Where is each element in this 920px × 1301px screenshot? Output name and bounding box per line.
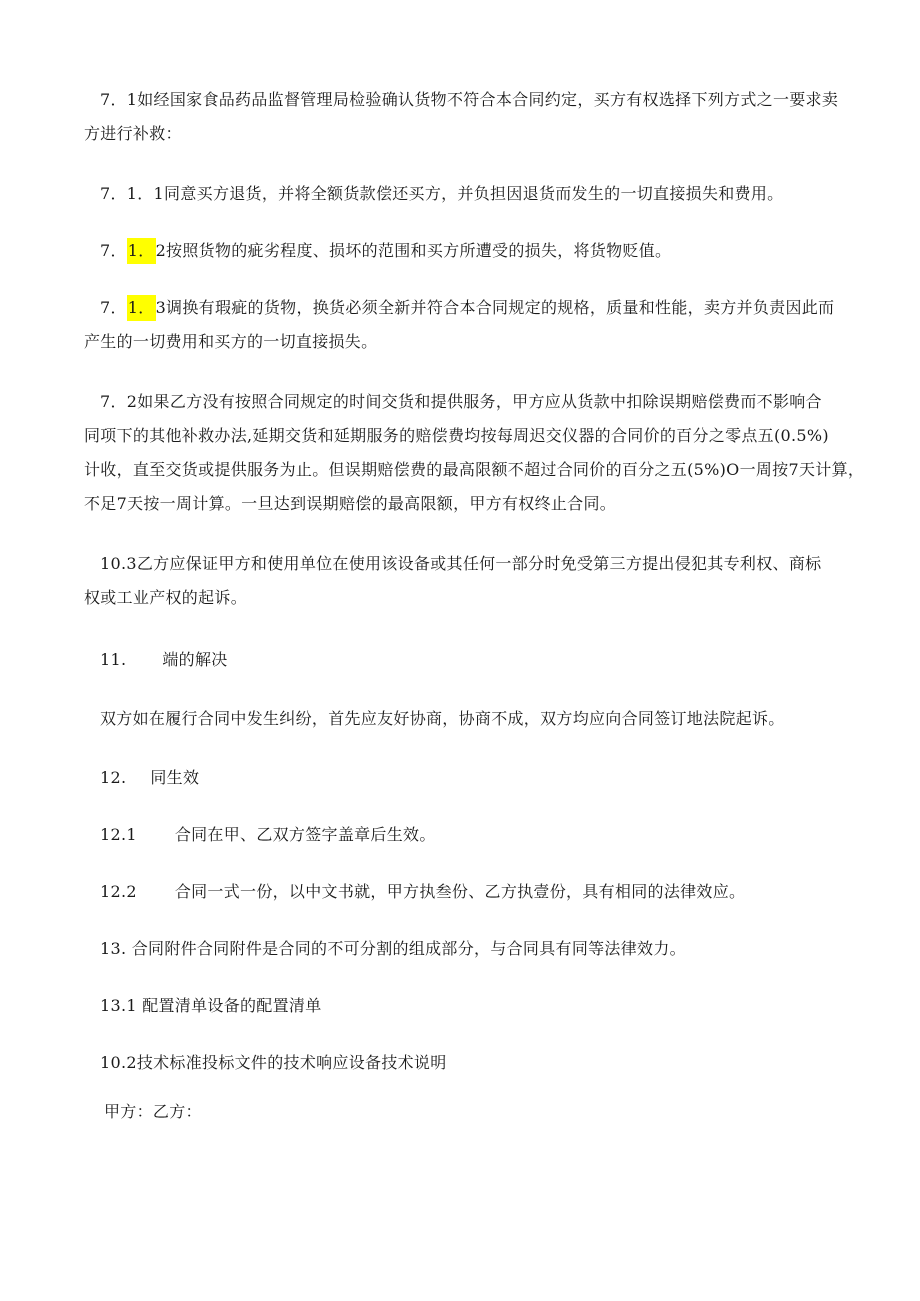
clause-7-1-2-text: 2按照货物的疵劣程度、损坏的范围和买方所遭受的损失，将货物贬值。 xyxy=(155,241,672,260)
dispute-paragraph: 双方如在履行合同中发生纠纷，首先应友好协商，协商不成，双方均应向合同签订地法院起诉。 xyxy=(100,709,785,728)
signature-line: 甲方：乙方： xyxy=(104,1102,202,1121)
clause-10-3-line-2: 权或工业产权的起诉。 xyxy=(84,588,248,607)
clause-13-1: 13.1 配置清单设备的配置清单 xyxy=(100,996,322,1015)
clause-13: 13. 合同附件合同附件是合同的不可分割的组成部分，与合同具有同等法律效力。 xyxy=(100,939,686,958)
heading-11 xyxy=(100,643,860,677)
clause-12-1-text: 合同在甲、乙双方签字盖章后生效。 xyxy=(174,825,436,844)
clause-10-3-line-1: 10.3乙方应保证甲方和使用单位在使用该设备或其任何一部分时免受第三方提出侵犯其专利权、商标 xyxy=(100,554,822,573)
clause-7-1-2 xyxy=(100,234,860,268)
clause-10-3 xyxy=(84,547,860,615)
clause-12-2-number: 12.2 xyxy=(100,882,137,901)
clause-7-1-1 xyxy=(100,177,860,211)
heading-11-number: 11. xyxy=(100,650,127,669)
clause-7-1-1-number: 7．1．1 xyxy=(100,184,165,203)
clause-10-2: 10.2技术标准投标文件的技术响应设备技术说明 xyxy=(100,1053,447,1072)
heading-11-text: 端的解决 xyxy=(162,650,228,669)
clause-7-1-1-text: 同意买方退货，并将全额货款偿还买方，并负担因退货而发生的一切直接损失和费用。 xyxy=(164,184,784,203)
clause-7-1-3-prefix: 7． xyxy=(100,298,127,317)
clause-12-2-text: 合同一式一份，以中文书就，甲方执叁份、乙方执壹份，具有相同的法律效应。 xyxy=(174,882,746,901)
heading-12 xyxy=(100,761,860,795)
clause-12-2 xyxy=(100,875,860,909)
clause-7-2 xyxy=(84,385,865,521)
heading-12-number: 12. xyxy=(100,768,127,787)
clause-7-1-3-highlight: 1． xyxy=(127,295,156,321)
clause-7-1-2-prefix: 7． xyxy=(100,241,127,260)
clause-7-2-line-4: 不足7天按一周计算。一旦达到误期赔偿的最高限额，甲方有权终止合同。 xyxy=(84,494,617,513)
clause-7-1-3-line-2: 产生的一切费用和买方的一切直接损失。 xyxy=(84,332,378,351)
clause-7-1-2-highlight: 1． xyxy=(127,238,156,264)
clause-7-2-line-3: 计收，直至交货或提供服务为止。但误期赔偿费的最高限额不超过合同价的百分之五(5%)O一周按7天计算， xyxy=(84,460,865,479)
clause-7-1-line-2: 方进行补救： xyxy=(84,124,182,143)
clause-7-1-3 xyxy=(84,291,860,359)
clause-12-1 xyxy=(100,818,860,852)
clause-7-1-line-1: 7．1如经国家食品药品监督管理局检验确认货物不符合本合同约定，买方有权选择下列方式之一要求卖 xyxy=(100,90,839,109)
clause-7-2-line-1: 7．2如果乙方没有按照合同规定的时间交货和提供服务，甲方应从货款中扣除误期赔偿费而不影响合 xyxy=(100,392,822,411)
clause-7-1 xyxy=(84,83,860,151)
clause-7-2-line-2: 同项下的其他补救办法,延期交货和延期服务的赔偿费均按每周迟交仪器的合同价的百分之零点五(0.5%) xyxy=(84,426,829,445)
heading-12-text: 同生效 xyxy=(150,768,200,787)
clause-7-1-3-line-1: 3调换有瑕疵的货物，换货必须全新并符合本合同规定的规格，质量和性能，卖方并负责因此而 xyxy=(155,298,835,317)
clause-12-1-number: 12.1 xyxy=(100,825,137,844)
